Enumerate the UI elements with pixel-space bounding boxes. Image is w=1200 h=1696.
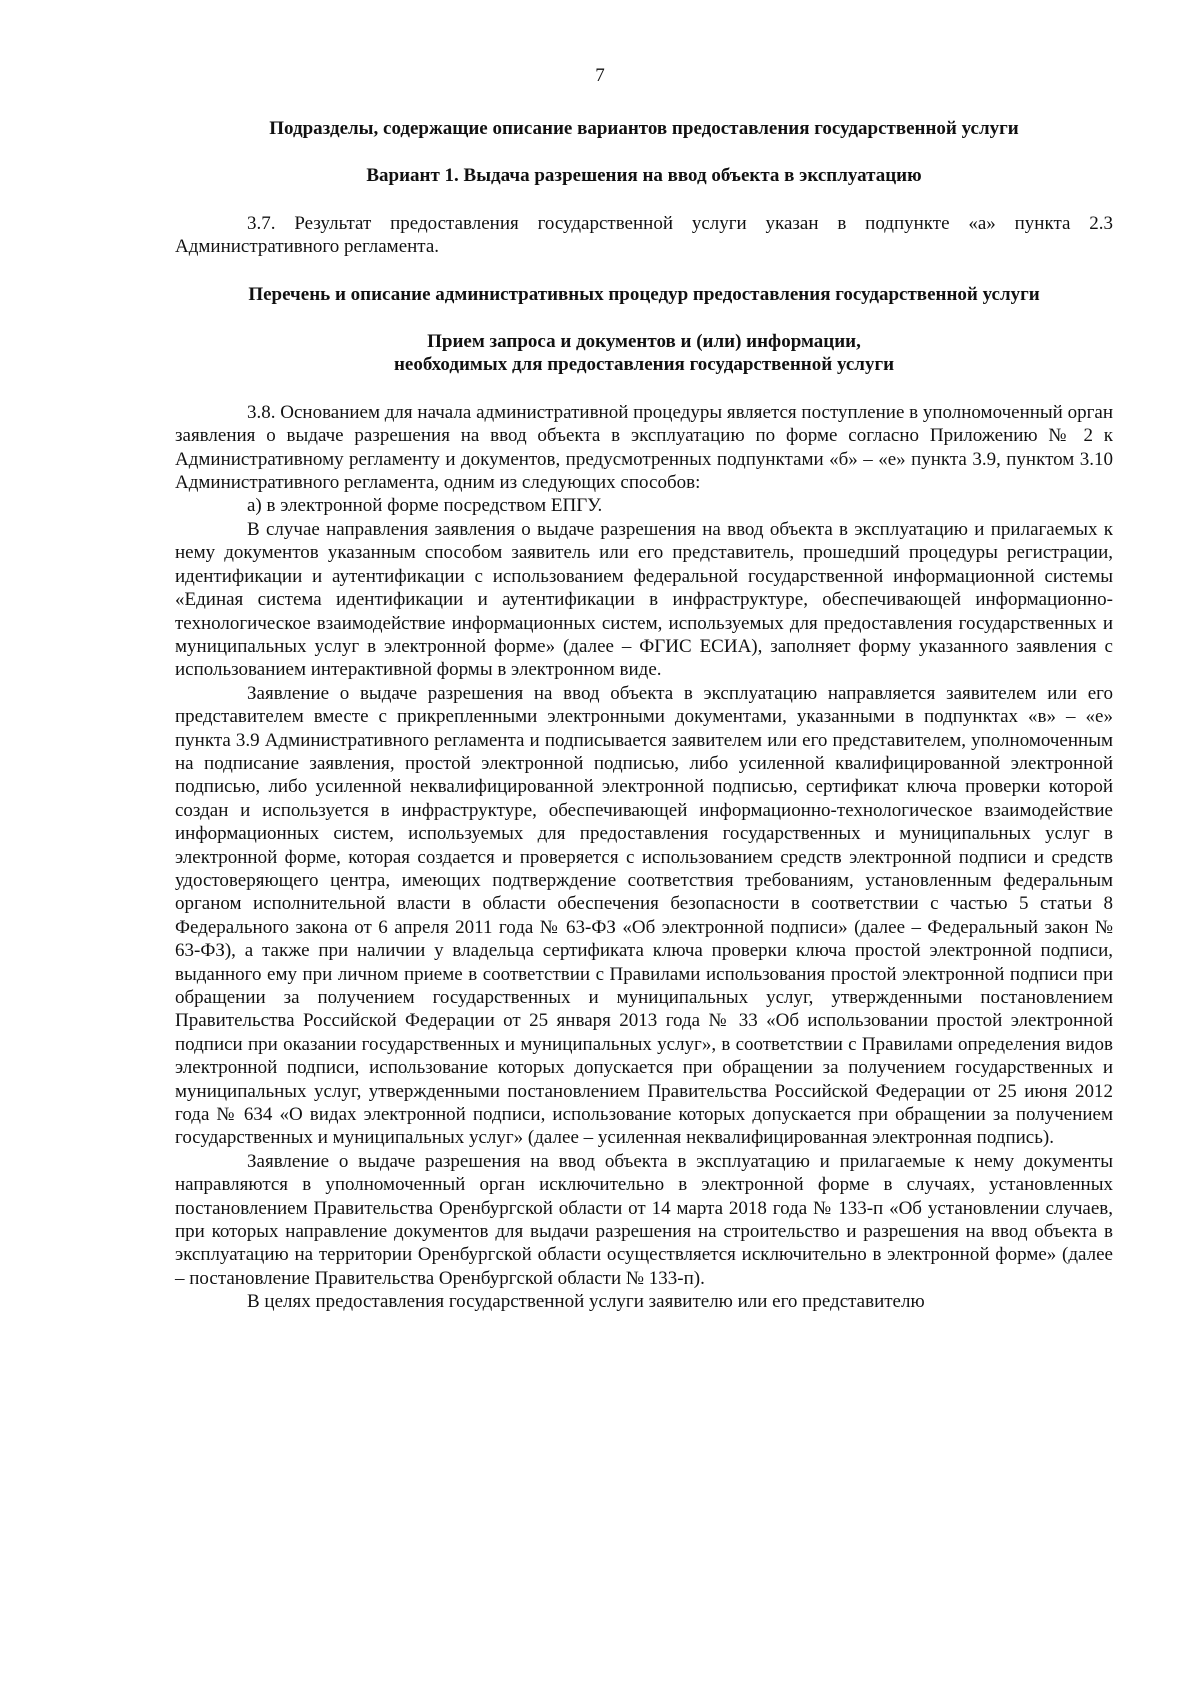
procedures-title: Перечень и описание административных процедур предоставления государственной услуги (248, 283, 1040, 305)
reception-title (175, 330, 1113, 377)
paragraph-continuation: В целях предоставления государственной услуги заявителю или его представителю (247, 1291, 925, 1313)
paragraph-electronic-signature: Заявление о выдаче разрешения на ввод объекта в эксплуатацию направляется заявителем или его представителем вместе с прикрепленными электронными документами, указанными в подпунктах «в» – «е» пункта 3.9 Административного регламента и подписывается заявителем или его представителем, уполномоченным на подписание заявления, простой электронной подписью, либо усиленной квалифицированной электронной подписью, либо усиленной неквалифицированной электронной подписью, сертификат ключа проверки которой создан и используется в инфраструктуре, обеспечивающей информационно-технологическое взаимодействие информационных систем, используемых для предоставления государственных и муниципальных услуг в электронной форме, которая создается и проверяется с использованием средств электронной подписи и средств удостоверяющего центра, имеющих подтверждение соответствия требованиям, установленным федеральным органом исполнительной власти в области обеспечения безопасности в соответствии с частью 5 статьи 8 Федерального закона от 6 апреля 2011 года № 63-ФЗ «Об электронной подписи» (далее – Федеральный закон № 63-ФЗ), а также при наличии у владельца сертификата ключа проверки ключа простой электронной подписи, выданного ему при личном приеме в соответствии с Правилами использования простой электронной подписи при обращении за получением государственных и муниципальных услуг, утвержденными постановлением Правительства Российской Федерации от 25 января 2013 года № 33 «Об использовании простой электронной подписи при оказании государственных и муниципальных услуг», в соответствии с Правилами определения видов электронной подписи, использование которых допускается при обращении за получением государственных и муниципальных услуг, утвержденными постановлением Правительства Российской Федерации от 25 июня 2012 года № 634 «О видах электронной подписи, использование которых допускается при обращении за получением государственных и муниципальных услуг» (далее – усиленная неквалифицированная электронная подпись). (175, 682, 1113, 1149)
variant-title: Вариант 1. Выдача разрешения на ввод объекта в эксплуатацию (366, 165, 922, 187)
section-title: Подразделы, содержащие описание вариантов предоставления государственной услуги (269, 118, 1019, 139)
reception-title-line-2: необходимых для предоставления государственной услуги (393, 354, 895, 376)
paragraph-orenburg-resolution: Заявление о выдаче разрешения на ввод объекта в эксплуатацию и прилагаемые к нему документы направляются в уполномоченный орган исключительно в электронной форме в случаях, установленных постановлением Правительства Оренбургской области от 14 марта 2018 года № 133-п «Об установлении случаев, при которых направление документов для выдачи разрешения на строительство и разрешения на ввод объекта в эксплуатацию на территории Оренбургской области осуществляется исключительно в электронной форме» (далее – постановление Правительства Оренбургской области № 133-п). (175, 1150, 1113, 1289)
paragraph-3-8: 3.8. Основанием для начала административной процедуры является поступление в уполномоченный орган заявления о выдаче разрешения на ввод объекта в эксплуатацию по форме согласно Приложению № 2 к Административному регламенту и документов, предусмотренных подпунктами «б» – «е» пункта 3.9, пунктом 3.10 Административного регламента, одним из следующих способов: (175, 401, 1113, 494)
reception-title-line-1: Прием запроса и документов и (или) информации, (427, 331, 861, 353)
document-body (175, 117, 1113, 1314)
paragraph-epgu-submission: В случае направления заявления о выдаче разрешения на ввод объекта в эксплуатацию и прилагаемых к нему документов указанным способом заявитель или его представитель, прошедший процедуры регистрации, идентификации и аутентификации с использованием федеральной государственной информационной системы «Единая система идентификации и аутентификации в инфраструктуре, обеспечивающей информационно-технологическое взаимодействие информационных систем, используемых для предоставления государственных и муниципальных услуг в электронной форме» (далее – ФГИС ЕСИА), заполняет форму указанного заявления с использованием интерактивной формы в электронном виде. (175, 518, 1113, 681)
paragraph-item-a: а) в электронной форме посредством ЕПГУ. (247, 495, 603, 517)
paragraph-3-7: 3.7. Результат предоставления государственной услуги указан в подпункте «а» пункта 2.3 Административного регламента. (175, 212, 1113, 258)
page-number: 7 (595, 65, 605, 86)
